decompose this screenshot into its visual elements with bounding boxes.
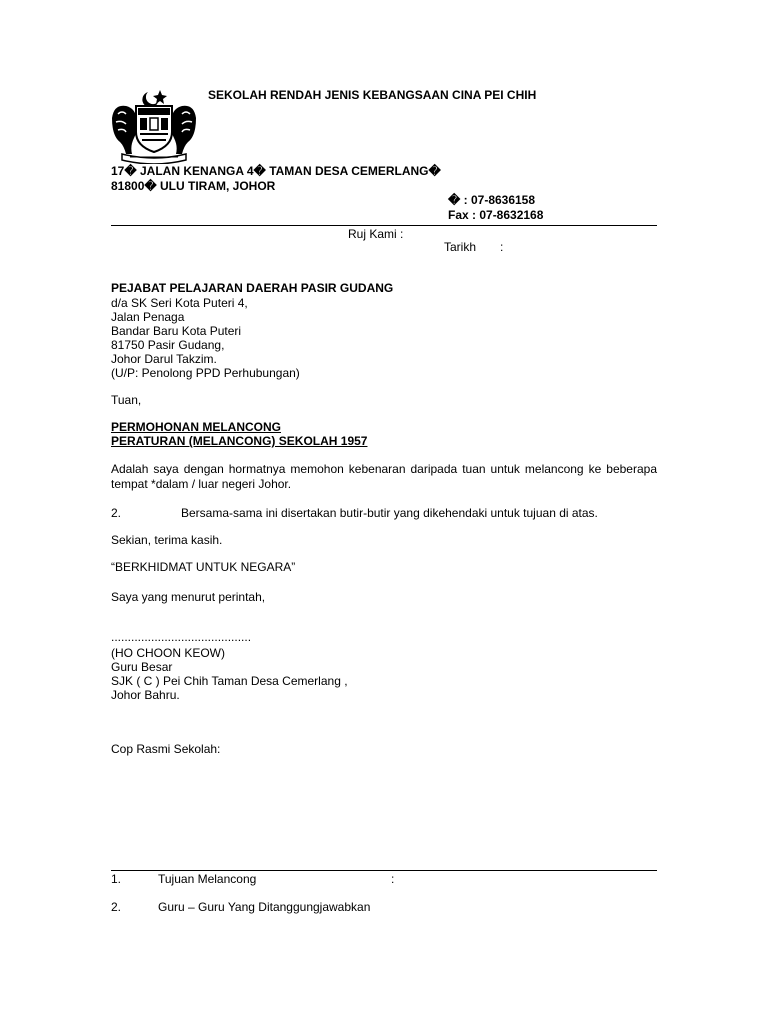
recipient-line: 81750 Pasir Gudang, bbox=[111, 338, 225, 352]
recipient-line: Bandar Baru Kota Puteri bbox=[111, 324, 242, 338]
signatory-title: Guru Besar bbox=[111, 660, 173, 674]
closing-line: Sekian, terima kasih. bbox=[111, 533, 223, 547]
signatory-school: SJK ( C ) Pei Chih Taman Desa Cemerlang , bbox=[111, 674, 348, 688]
signatory-name: (HO CHOON KEOW) bbox=[111, 646, 225, 660]
stamp-label: Cop Rasmi Sekolah: bbox=[111, 742, 221, 756]
ruj-kami-label: Ruj Kami : bbox=[348, 227, 404, 241]
tarikh-colon: : bbox=[500, 240, 504, 254]
recipient-office: PEJABAT PELAJARAN DAERAH PASIR GUDANG bbox=[111, 281, 394, 295]
crest-logo bbox=[108, 88, 200, 164]
salutation: Tuan, bbox=[111, 393, 142, 407]
signatory-city: Johor Bahru. bbox=[111, 688, 180, 702]
tarikh-label: Tarikh bbox=[444, 240, 477, 254]
form-item-2-number: 2. bbox=[111, 900, 122, 914]
subject-line2: PERATURAN (MELANCONG) SEKOLAH 1957 bbox=[111, 434, 368, 448]
phone-number: � : 07-8636158 bbox=[448, 193, 536, 207]
recipient-line: d/a SK Seri Kota Puteri 4, bbox=[111, 296, 248, 310]
form-item-2-label: Guru – Guru Yang Ditanggungjawabkan bbox=[158, 900, 371, 914]
paragraph-1: Adalah saya dengan hormatnya memohon kebenaran daripada tuan untuk melancong ke beberapa tempat *dalam / luar negeri Johor. bbox=[111, 462, 657, 491]
recipient-line: Jalan Penaga bbox=[111, 310, 185, 324]
school-name: SEKOLAH RENDAH JENIS KEBANGSAAN CINA PEI CHIH bbox=[208, 88, 537, 102]
subject-line1: PERMOHONAN MELANCONG bbox=[111, 420, 281, 434]
coat-of-arms-icon bbox=[108, 88, 200, 164]
fax-number: Fax : 07-8632168 bbox=[448, 208, 544, 222]
paragraph-2-number: 2. bbox=[111, 506, 122, 520]
form-divider bbox=[111, 870, 657, 871]
form-item-1-label: Tujuan Melancong bbox=[158, 872, 257, 886]
form-item-1-number: 1. bbox=[111, 872, 122, 886]
recipient-line: Johor Darul Takzim. bbox=[111, 352, 217, 366]
header-divider bbox=[111, 225, 657, 226]
signature-dotted-line: .......................................... bbox=[111, 630, 252, 644]
recipient-line: (U/P: Penolong PPD Perhubungan) bbox=[111, 366, 300, 380]
school-address-line1: 17� JALAN KENANGA 4� TAMAN DESA CEMERLANG� bbox=[111, 164, 441, 178]
form-item-1-colon: : bbox=[391, 872, 395, 886]
motto: “BERKHIDMAT UNTUK NEGARA” bbox=[111, 560, 296, 574]
paragraph-2: Bersama-sama ini disertakan butir-butir yang dikehendaki untuk tujuan di atas. bbox=[181, 506, 598, 520]
school-address-line2: 81800� ULU TIRAM, JOHOR bbox=[111, 179, 276, 193]
obedient-line: Saya yang menurut perintah, bbox=[111, 590, 266, 604]
